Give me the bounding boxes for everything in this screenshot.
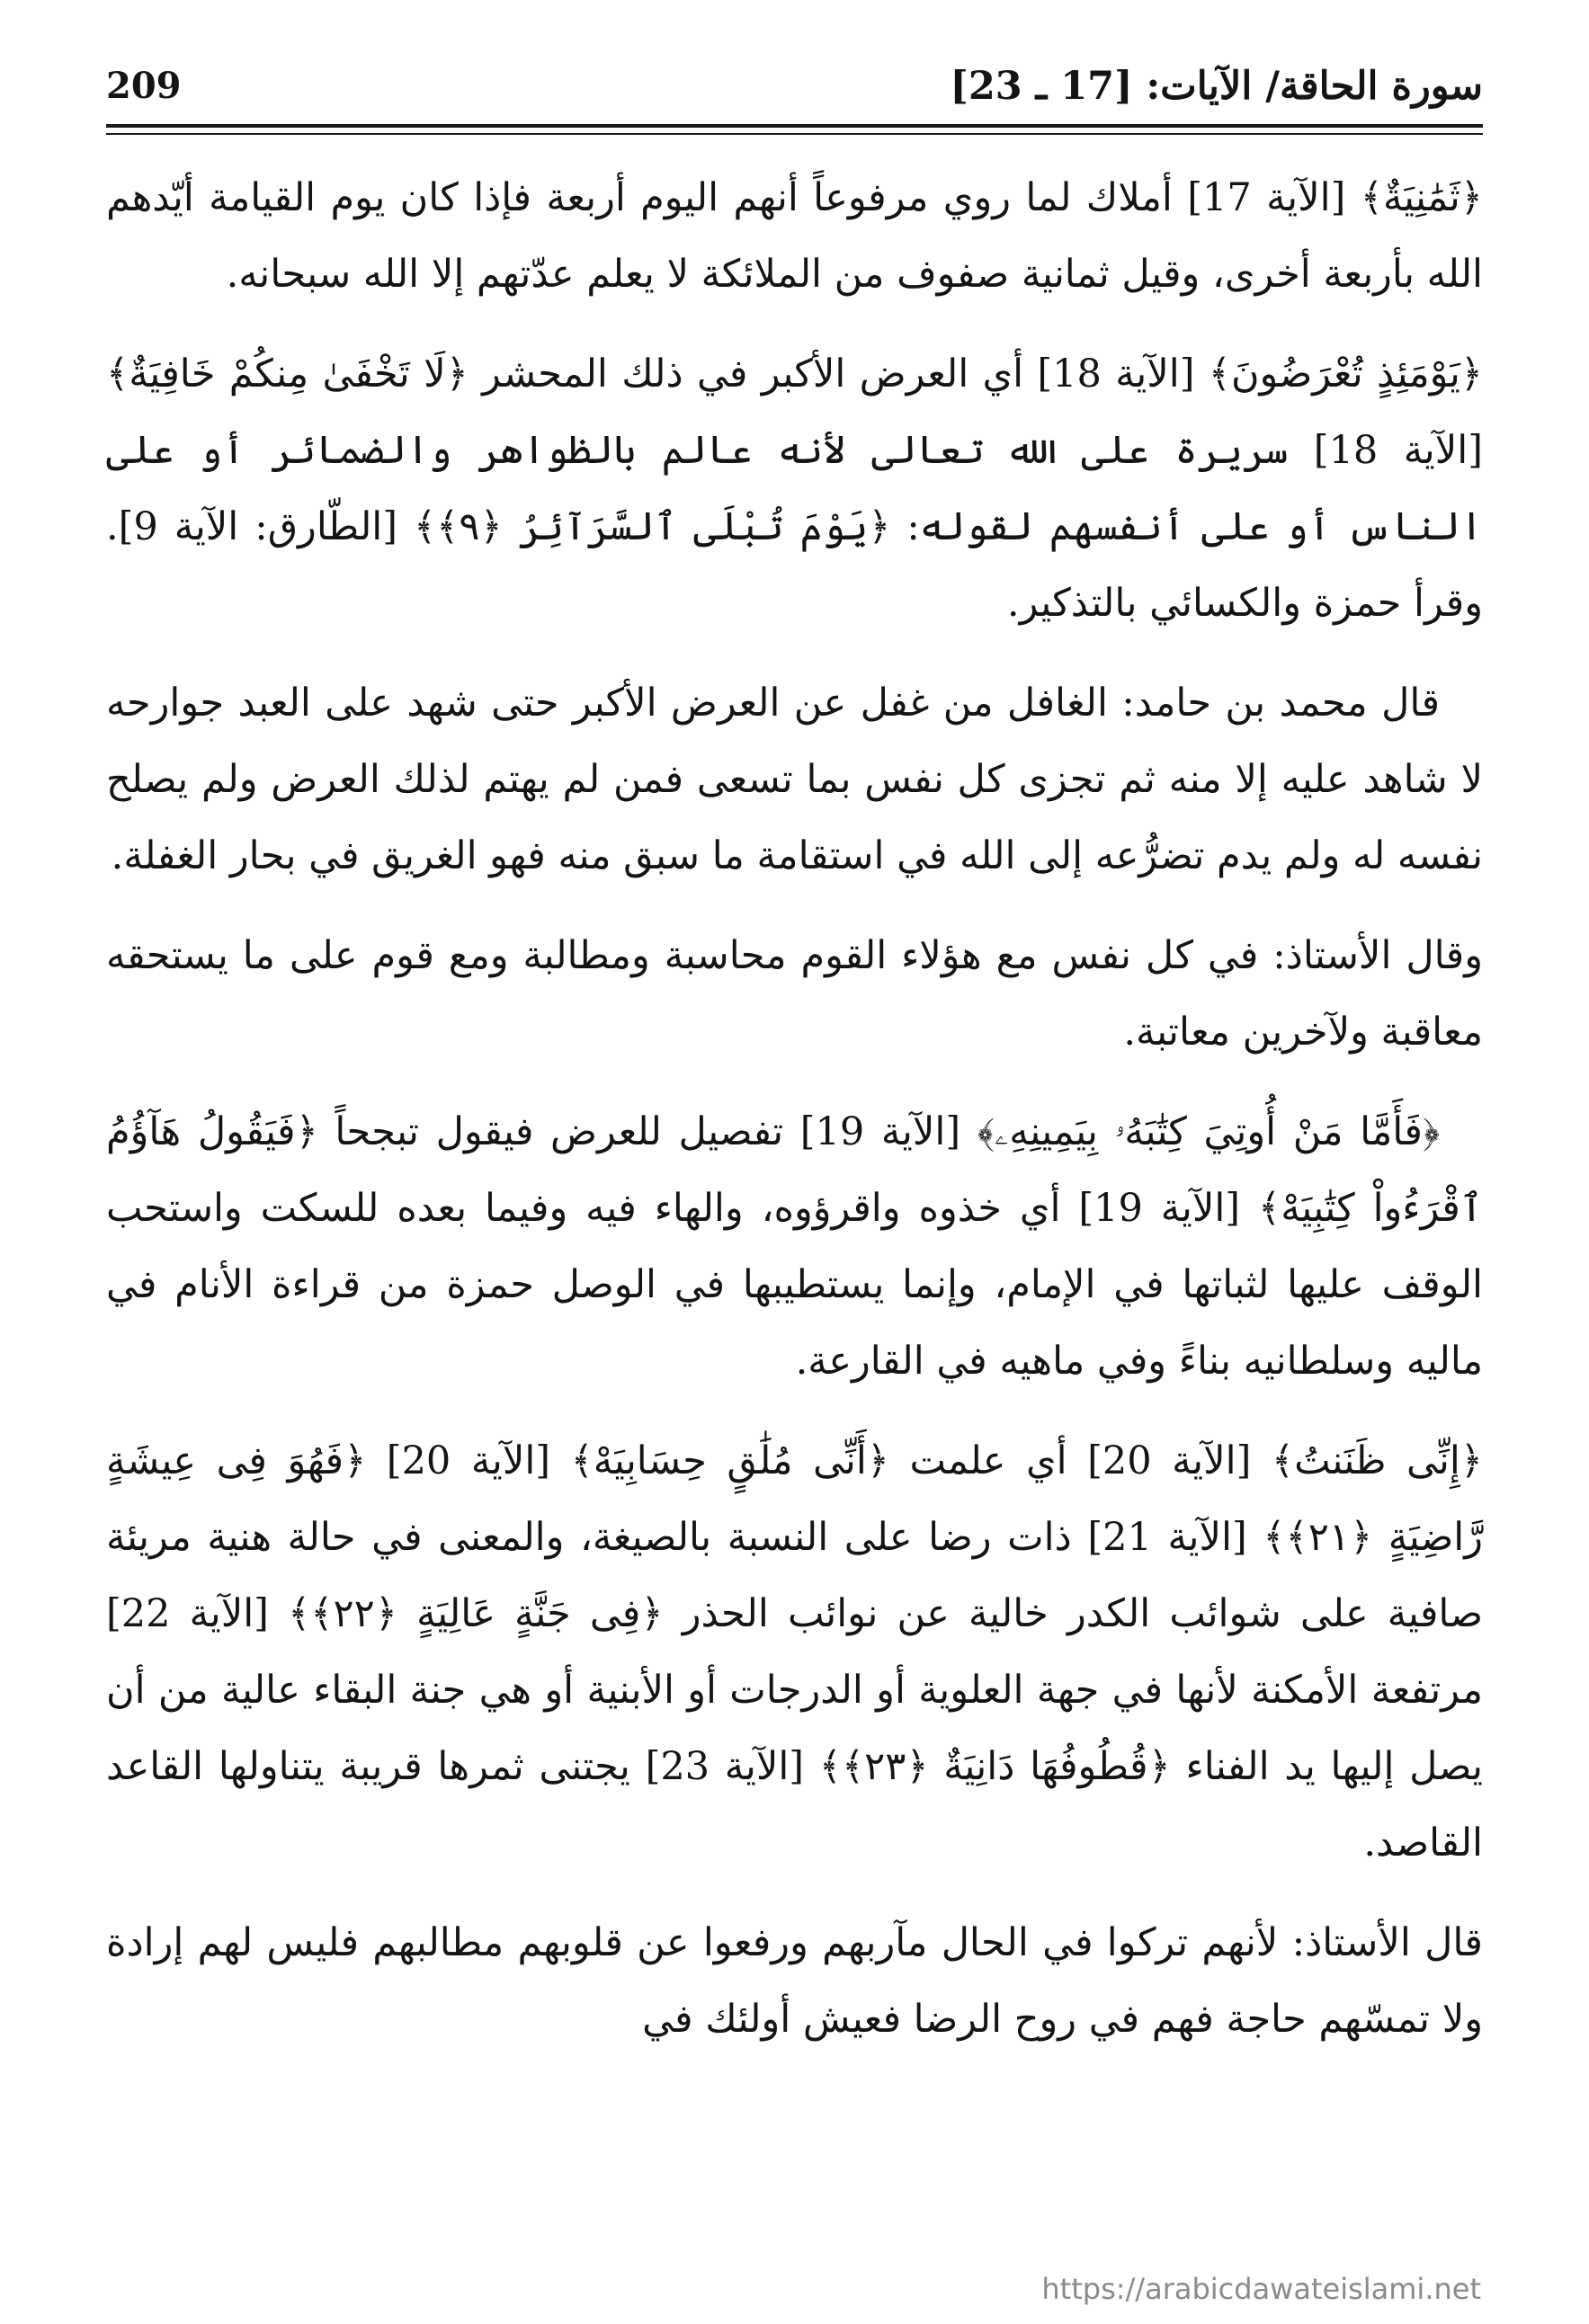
paragraph-al-ustadh-2: قال الأستاذ: لأنهم تركوا في الحال مآربهم ورفعوا عن قلوبهم مطالبهم فليس لهم إرادة ولا تمسّهم حاجة فهم في روح الرضا فعيش أولئك في (106, 1920, 1483, 2042)
header-rule-thin (106, 133, 1483, 135)
paragraph-al-ustadh-1: وقال الأستاذ: في كل نفس مع هؤلاء القوم محاسبة ومطالبة ومع قوم على ما يستحقه معاقبة ولآخرين معاتبة. (106, 933, 1483, 1055)
running-header (106, 59, 1483, 122)
page-number: 209 (106, 65, 182, 107)
watermark-url: https://arabicdawateislami.net (1041, 2272, 1481, 2306)
paragraph-verse-19: ﴿فَأَمَّا مَنْ أُوتِيَ كِتَٰبَهُۥ بِيَمِينِهِۦ﴾ [الآية 19] تفصيل للعرض فيقول تبجحاً ﴿فَيَقُولُ هَآؤُمُ ٱقْرَءُواْ كِتَٰبِيَهْ﴾ [الآية 19] أي خذوه واقرؤوه، والهاء فيه وفيما بعده للسكت واستحب الوقف عليها لثباتها في الإمام، وإنما يستطيبها في الوصل حمزة من قراءة الأنام في ماليه وسلطانيه بناءً وفي ماهيه في القارعة. (106, 1109, 1484, 1384)
header-title: سورة الحاقة/ الآيات: [17 ـ 23] (950, 64, 1483, 109)
header-rule-thick (106, 124, 1483, 128)
page-body (106, 160, 1483, 2058)
paragraph-verse-17: ﴿ثَمَٰنِيَةٌ﴾ [الآية 17] أملاك لما روي مرفوعاً أنهم اليوم أربعة فإذا كان يوم القيامة أيّدهم الله بأربعة أخرى، وقيل ثمانية صفوف من الملائكة لا يعلم عدّتهم إلا الله سبحانه. (106, 175, 1483, 297)
paragraph-verses-20-23: ﴿إِنِّى ظَنَنتُ﴾ [الآية 20] أي علمت ﴿أَنِّى مُلَٰقٍ حِسَابِيَهْ﴾ [الآية 20] ﴿فَهُوَ فِى عِيشَةٍ رَّاضِيَةٍ ﴿٢١﴾﴾ [الآية 21] ذات رضا على النسبة بالصيغة، والمعنى في حالة هنية مريئة صافية على شوائب الكدر خالية عن نوائب الحذر ﴿فِى جَنَّةٍ عَالِيَةٍ ﴿٢٢﴾﴾ [الآية 22] مرتفعة الأمكنة لأنها في جهة العلوية أو الدرجات أو الأبنية أو هي جنة البقاء عالية من أن يصل إليها يد الفناء ﴿قُطُوفُهَا دَانِيَةٌ ﴿٢٣﴾﴾ [الآية 23] يجتنى ثمرها قريبة يتناولها القاعد القاصد. (106, 1438, 1484, 1865)
paragraph-verse-18: ﴿يَوْمَئِذٍ تُعْرَضُونَ﴾ [الآية 18] أي العرض الأكبر في ذلك المحشر ﴿لَا تَخْفَىٰ مِنكُمْ خَافِيَةٌ﴾ [الآية 18] سريرة على الله تعالى لأنه عالم بالظواهر والضمائر أو على الناس أو على أنفسهم لقوله: ﴿يَوْمَ تُبْلَى ٱلسَّرَآئِرُ ﴿٩﴾﴾ [الطّارق: الآية 9]. وقرأ حمزة والكسائي بالتذكير. (106, 352, 1484, 626)
paragraph-muhammad-bin-hamid: قال محمد بن حامد: الغافل من غفل عن العرض الأكبر حتى شهد على العبد جوارحه لا شاهد عليه إلا منه ثم تجزى كل نفس بما تسعى فمن لم يهتم لذلك العرض ولم يصلح نفسه له ولم يدم تضرُّعه إلى الله في استقامة ما سبق منه فهو الغريق في بحار الغفلة. (106, 681, 1483, 878)
